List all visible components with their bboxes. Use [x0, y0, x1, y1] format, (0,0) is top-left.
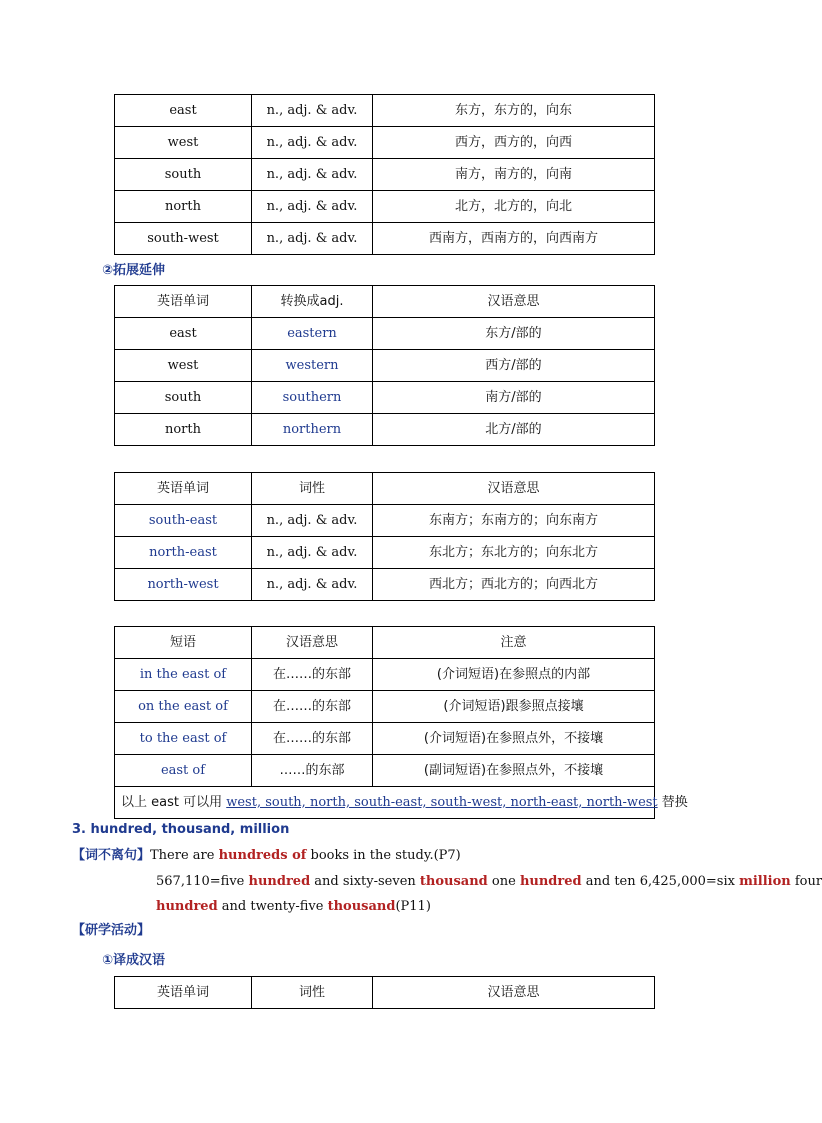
highlight-word: million: [739, 874, 791, 889]
table-row: [115, 350, 655, 382]
chinese-meaning-cell: 西方，西方的，向西: [373, 127, 655, 159]
english-word-cell: north: [115, 191, 252, 223]
column-header: 短语: [115, 627, 252, 659]
part-of-speech-cell: n., adj. & adv.: [252, 127, 373, 159]
column-header: 词性: [252, 473, 373, 505]
table-row: [115, 191, 655, 223]
chinese-meaning-cell: 南方/部的: [373, 382, 655, 414]
compound-direction-table: [114, 472, 655, 601]
note-prefix: 以上 east 可以用: [121, 794, 227, 810]
english-word-cell: south-east: [115, 505, 252, 537]
substitution-note: [115, 787, 688, 819]
part-of-speech-cell: n., adj. & adv.: [252, 223, 373, 255]
table-row: [115, 318, 655, 350]
table-header-row: [115, 977, 655, 1009]
chinese-meaning-cell: 南方，南方的，向南: [373, 159, 655, 191]
table-header-row: [115, 286, 655, 318]
chinese-meaning-cell: ……的东部: [252, 755, 373, 787]
column-header: 词性: [252, 977, 373, 1009]
table-row: [115, 382, 655, 414]
column-header: 转换成adj.: [252, 286, 373, 318]
part-of-speech-cell: n., adj. & adv.: [252, 505, 373, 537]
chinese-meaning-cell: 东北方；东北方的；向东北方: [373, 537, 655, 569]
english-word-cell: east: [115, 318, 252, 350]
adjective-conversion-table: [114, 285, 655, 446]
table-row: [115, 659, 655, 691]
direction-words-table: [114, 94, 655, 255]
table-row: [115, 723, 655, 755]
section-extend-heading: ②拓展延伸: [102, 263, 166, 278]
adjective-form-cell: western: [252, 350, 373, 382]
text-fragment: four: [790, 874, 822, 889]
phrase-cell: in the east of: [115, 659, 252, 691]
translation-table: [114, 976, 655, 1009]
note-cell: (介词短语)跟参照点接壤: [373, 691, 655, 723]
table-row: [115, 223, 655, 255]
phrase-cell: to the east of: [115, 723, 252, 755]
english-word-cell: west: [115, 127, 252, 159]
chinese-meaning-cell: 西南方，西南方的，向西南方: [373, 223, 655, 255]
part-of-speech-cell: n., adj. & adv.: [252, 537, 373, 569]
table-row: [115, 127, 655, 159]
table-row: [115, 505, 655, 537]
example-sentence-1: [72, 847, 461, 865]
study-activity-tag: 【研学活动】: [72, 923, 151, 938]
text-fragment: There are: [150, 848, 219, 863]
column-header: 英语单词: [115, 977, 252, 1009]
note-words: west, south, north, south-east, south-west, north-east, north-west: [226, 794, 658, 810]
part-of-speech-cell: n., adj. & adv.: [252, 159, 373, 191]
column-header: 汉语意思: [373, 286, 655, 318]
note-cell: (介词短语)在参照点的内部: [373, 659, 655, 691]
chinese-meaning-cell: 西方/部的: [373, 350, 655, 382]
adjective-form-cell: southern: [252, 382, 373, 414]
table-header-row: [115, 473, 655, 505]
text-fragment: 567,110=five: [156, 874, 249, 889]
highlight-word: hundred: [156, 899, 218, 914]
chinese-meaning-cell: 在……的东部: [252, 691, 373, 723]
part-of-speech-cell: n., adj. & adv.: [252, 95, 373, 127]
chinese-meaning-cell: 东南方；东南方的；向东南方: [373, 505, 655, 537]
highlight-word: hundred: [519, 874, 582, 889]
table-note-row: [115, 787, 655, 819]
column-header: 汉语意思: [252, 627, 373, 659]
english-word-cell: south: [115, 159, 252, 191]
chinese-meaning-cell: 北方，北方的，向北: [373, 191, 655, 223]
english-word-cell: north-west: [115, 569, 252, 601]
chinese-meaning-cell: 北方/部的: [373, 414, 655, 446]
phrase-cell: on the east of: [115, 691, 252, 723]
highlight-word: hundred: [248, 874, 311, 889]
chinese-meaning-cell: 东方/部的: [373, 318, 655, 350]
chinese-meaning-cell: 西北方；西北方的；向西北方: [373, 569, 655, 601]
adjective-form-cell: eastern: [252, 318, 373, 350]
phrase-table: [114, 626, 688, 819]
english-word-cell: north: [115, 414, 252, 446]
text-fragment: and twenty-five: [217, 899, 328, 914]
english-word-cell: east: [115, 95, 252, 127]
column-header: 汉语意思: [373, 473, 655, 505]
english-word-cell: south: [115, 382, 252, 414]
word-in-sentence-tag: 【词不离句】: [72, 848, 151, 863]
phrase-cell: east of: [115, 755, 252, 787]
text-fragment: and ten 6,425,000=six: [581, 874, 740, 889]
chinese-meaning-cell: 在……的东部: [252, 659, 373, 691]
text-fragment: one: [487, 874, 520, 889]
example-sentence-2: [156, 873, 822, 891]
part-of-speech-cell: n., adj. & adv.: [252, 191, 373, 223]
table-row: [115, 414, 655, 446]
adjective-form-cell: northern: [252, 414, 373, 446]
text-fragment: and sixty-seven: [310, 874, 420, 889]
section3-title: 3. hundred, thousand, million: [72, 822, 290, 837]
note-suffix: 替换: [657, 794, 688, 810]
column-header: 英语单词: [115, 286, 252, 318]
part-of-speech-cell: n., adj. & adv.: [252, 569, 373, 601]
column-header: 英语单词: [115, 473, 252, 505]
table-row: [115, 159, 655, 191]
table-row: [115, 95, 655, 127]
table-header-row: [115, 627, 655, 659]
text-fragment: books in the study.(P7): [306, 848, 461, 863]
translate-heading: ①译成汉语: [102, 953, 166, 968]
note-cell: (介词短语)在参照点外，不接壤: [373, 723, 655, 755]
english-word-cell: west: [115, 350, 252, 382]
highlight-word: hundreds of: [218, 848, 307, 863]
highlight-word: thousand: [419, 874, 488, 889]
note-cell: (副词短语)在参照点外，不接壤: [373, 755, 655, 787]
column-header: 汉语意思: [373, 977, 655, 1009]
table-row: [115, 569, 655, 601]
english-word-cell: north-east: [115, 537, 252, 569]
column-header: 注意: [373, 627, 655, 659]
text-fragment: (P11): [395, 899, 431, 914]
example-sentence-3: [156, 898, 431, 916]
table-row: [115, 537, 655, 569]
highlight-word: thousand: [327, 899, 396, 914]
chinese-meaning-cell: 在……的东部: [252, 723, 373, 755]
chinese-meaning-cell: 东方，东方的，向东: [373, 95, 655, 127]
table-row: [115, 755, 655, 787]
table-row: [115, 691, 655, 723]
english-word-cell: south-west: [115, 223, 252, 255]
